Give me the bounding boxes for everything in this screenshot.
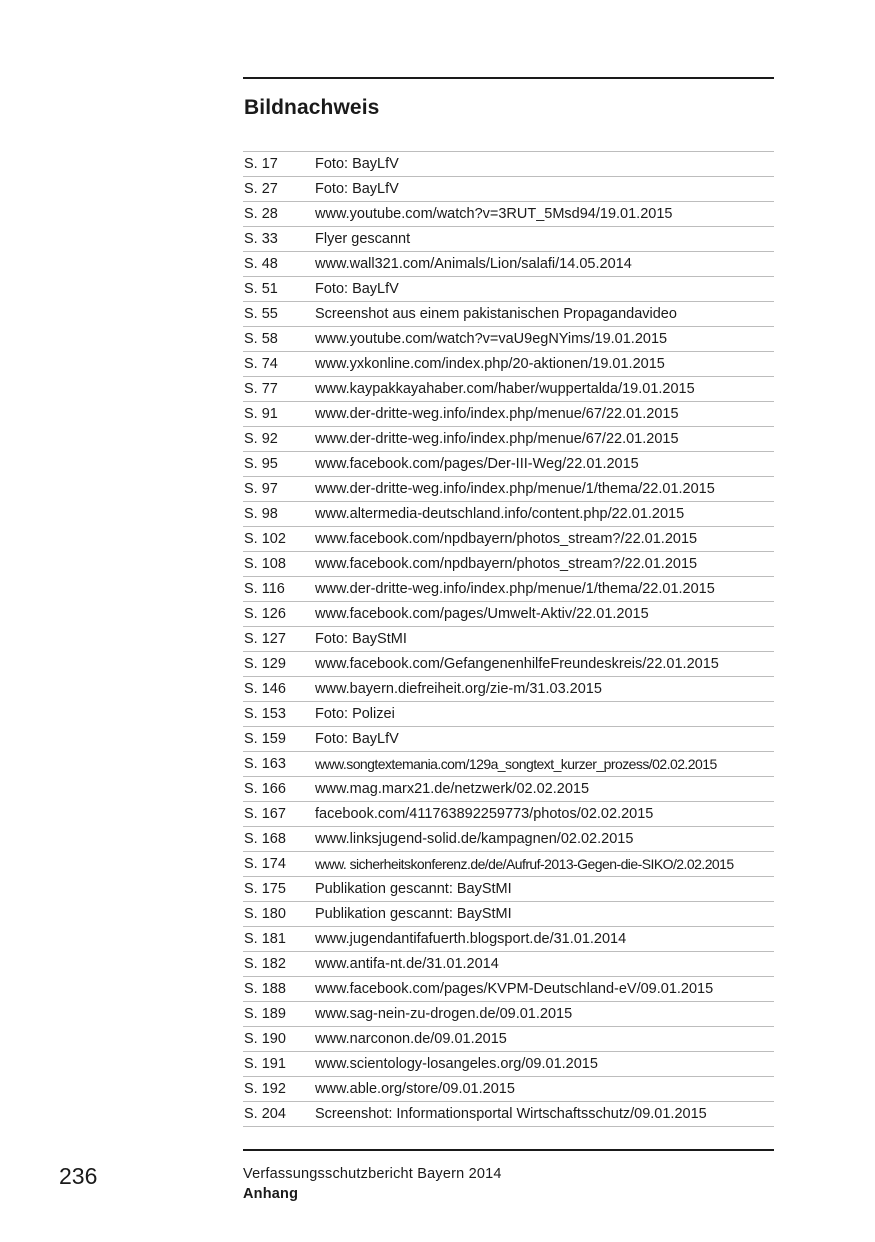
credit-row [243,952,774,977]
credit-source: www.der-dritte-weg.info/index.php/menue/1/thema/22.01.2015 [315,581,715,597]
credit-page: S. 191 [244,1056,286,1072]
credit-page: S. 28 [244,206,278,222]
credit-page: S. 192 [244,1081,286,1097]
page-title: Bildnachweis [244,96,380,119]
credit-source: www. sicherheitskonferenz.de/de/Aufruf-2013-Gegen-die-SIKO/2.02.2015 [315,856,734,872]
credit-source: www.youtube.com/watch?v=3RUT_5Msd94/19.01.2015 [315,206,673,222]
credit-page: S. 27 [244,181,278,197]
credit-page: S. 204 [244,1106,286,1122]
credit-source: Foto: BayLfV [315,181,399,197]
credit-source: Flyer gescannt [315,231,411,247]
credit-page: S. 77 [244,381,278,397]
credit-source: www.kaypakkayahaber.com/haber/wuppertalda/19.01.2015 [315,381,695,397]
credit-row [243,302,774,327]
credit-row [243,1102,774,1127]
credit-source: Screenshot aus einem pakistanischen Propagandavideo [315,306,677,322]
credit-source: www.youtube.com/watch?v=vaU9egNYims/19.01.2015 [315,331,668,347]
credit-row [243,427,774,452]
credit-row [243,502,774,527]
credit-source: www.jugendantifafuerth.blogsport.de/31.01.2014 [315,931,627,947]
credit-source: www.bayern.diefreiheit.org/zie-m/31.03.2015 [315,681,602,697]
credit-page: S. 92 [244,431,278,447]
credit-row [243,1002,774,1027]
credit-page: S. 190 [244,1031,286,1047]
footer-publication-title: Verfassungsschutzbericht Bayern 2014 [243,1166,502,1182]
credit-row [243,752,774,777]
credit-row [243,827,774,852]
credit-row [243,252,774,277]
credit-page: S. 97 [244,481,278,497]
credit-page: S. 98 [244,506,278,522]
credit-source: www.der-dritte-weg.info/index.php/menue/67/22.01.2015 [315,431,679,447]
credit-page: S. 126 [244,606,286,622]
credit-source: www.facebook.com/npdbayern/photos_stream?/22.01.2015 [315,531,698,547]
credit-source: www.facebook.com/pages/Der-III-Weg/22.01.2015 [315,456,639,472]
credit-source: www.wall321.com/Animals/Lion/salafi/14.05.2014 [315,256,632,272]
credit-source: www.der-dritte-weg.info/index.php/menue/1/thema/22.01.2015 [315,481,715,497]
credit-page: S. 129 [244,656,286,672]
credit-source: Foto: BayLfV [315,156,399,172]
credit-source: Foto: BayLfV [315,281,399,297]
credit-page: S. 95 [244,456,278,472]
credit-page: S. 102 [244,531,286,547]
credit-row [243,327,774,352]
credit-row [243,802,774,827]
credit-source: www.able.org/store/09.01.2015 [315,1081,515,1097]
header-rule [243,77,774,79]
credit-source: www.yxkonline.com/index.php/20-aktionen/19.01.2015 [315,356,665,372]
credit-row [243,277,774,302]
credit-row [243,452,774,477]
credit-row [243,402,774,427]
credit-page: S. 163 [244,756,286,772]
credit-source: Foto: BayStMI [315,631,407,647]
footer-section-name: Anhang [243,1186,299,1202]
credit-row [243,877,774,902]
credit-source: Foto: BayLfV [315,731,399,747]
credit-source: www.facebook.com/GefangenenhilfeFreundeskreis/22.01.2015 [315,656,719,672]
credit-page: S. 127 [244,631,286,647]
credit-source: www.songtextemania.com/129a_songtext_kurzer_prozess/02.02.2015 [315,756,717,772]
credit-source: Publikation gescannt: BayStMI [315,881,512,897]
credit-source: Foto: Polizei [315,706,395,722]
credit-row [243,902,774,927]
credit-page: S. 51 [244,281,278,297]
credit-page: S. 188 [244,981,286,997]
credit-row [243,352,774,377]
credit-page: S. 153 [244,706,286,722]
credit-source: www.scientology-losangeles.org/09.01.2015 [315,1056,598,1072]
credit-source: www.mag.marx21.de/netzwerk/02.02.2015 [315,781,590,797]
credit-page: S. 166 [244,781,286,797]
credit-row [243,377,774,402]
credit-source: www.facebook.com/pages/KVPM-Deutschland-eV/09.01.2015 [315,981,714,997]
credit-row [243,1052,774,1077]
credit-source: www.facebook.com/pages/Umwelt-Aktiv/22.01.2015 [315,606,649,622]
credit-source: www.facebook.com/npdbayern/photos_stream?/22.01.2015 [315,556,698,572]
credit-row [243,977,774,1002]
credit-row [243,177,774,202]
credit-row [243,552,774,577]
credit-page: S. 181 [244,931,286,947]
credit-page: S. 175 [244,881,286,897]
credit-page: S. 58 [244,331,278,347]
credit-page: S. 168 [244,831,286,847]
credits-table [243,151,774,1127]
credit-row [243,1077,774,1102]
page-number: 236 [59,1163,98,1189]
credit-page: S. 174 [244,856,286,872]
credit-row [243,777,774,802]
credit-row [243,1027,774,1052]
credit-row [243,477,774,502]
credit-page: S. 146 [244,681,286,697]
credit-row [243,602,774,627]
credit-page: S. 180 [244,906,286,922]
credit-source: www.antifa-nt.de/31.01.2014 [315,956,499,972]
credit-page: S. 91 [244,406,278,422]
credit-row [243,202,774,227]
credit-page: S. 17 [244,156,278,172]
credit-source: www.sag-nein-zu-drogen.de/09.01.2015 [315,1006,573,1022]
credit-source: facebook.com/411763892259773/photos/02.02.2015 [315,806,654,822]
credit-row [243,227,774,252]
credit-row [243,652,774,677]
credit-page: S. 116 [244,581,285,597]
credit-source: www.narconon.de/09.01.2015 [315,1031,507,1047]
credit-row [243,627,774,652]
credit-page: S. 189 [244,1006,286,1022]
credit-source: www.altermedia-deutschland.info/content.php/22.01.2015 [315,506,685,522]
credit-page: S. 33 [244,231,278,247]
credit-row [243,852,774,877]
credit-page: S. 167 [244,806,286,822]
credit-page: S. 55 [244,306,278,322]
credit-page: S. 108 [244,556,286,572]
credit-page: S. 159 [244,731,286,747]
credit-page: S. 74 [244,356,278,372]
credit-row [243,927,774,952]
footer-rule [243,1149,774,1151]
credit-row [243,152,774,177]
credit-row [243,677,774,702]
credit-source: www.linksjugend-solid.de/kampagnen/02.02.2015 [315,831,634,847]
credit-row [243,527,774,552]
credit-row [243,727,774,752]
credit-source: www.der-dritte-weg.info/index.php/menue/67/22.01.2015 [315,406,679,422]
credit-row [243,702,774,727]
credit-page: S. 182 [244,956,286,972]
credit-source: Publikation gescannt: BayStMI [315,906,512,922]
credit-page: S. 48 [244,256,278,272]
credit-source: Screenshot: Informationsportal Wirtschaftsschutz/09.01.2015 [315,1106,707,1122]
credit-row [243,577,774,602]
